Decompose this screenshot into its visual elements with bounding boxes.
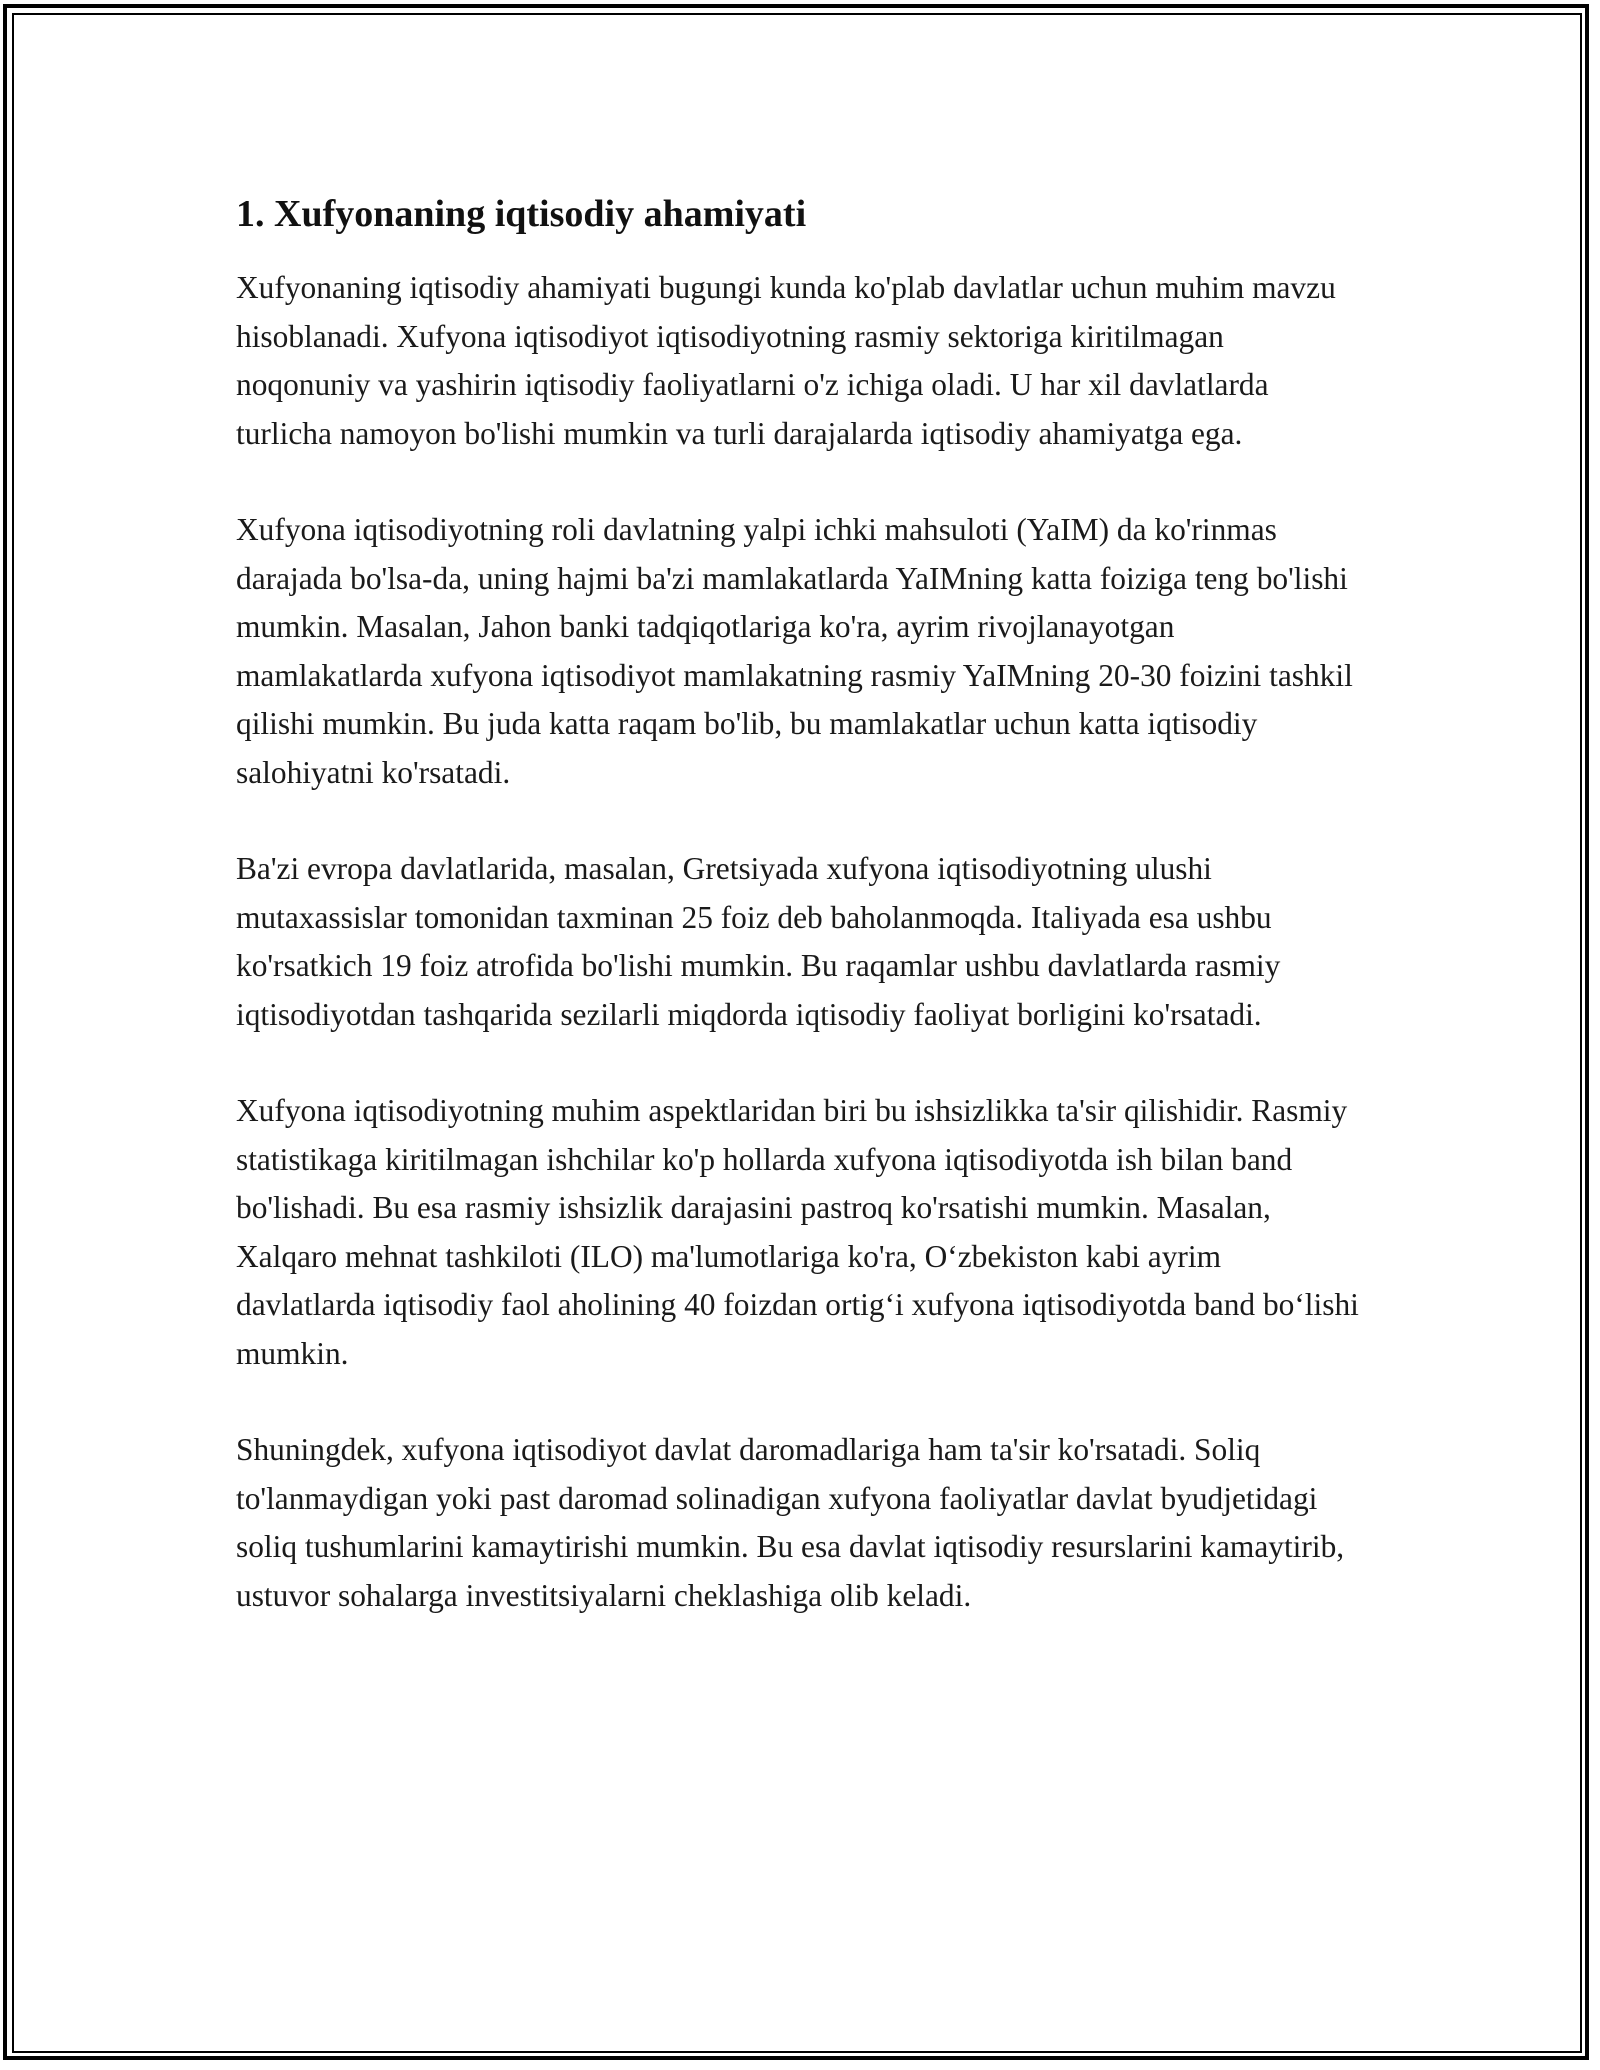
paragraph-2: Xufyona iqtisodiyotning roli davlatning yalpi ichki mahsuloti (YaIM) da ko'rinmas darajada bo'lsa-da, uning hajmi ba'zi mamlakatlarda YaIMning katta foiziga teng bo'lishi mumkin. Masalan, Jahon banki tadqiqotlariga ko'ra, ayrim rivojlanayotgan mamlakatlarda xufyona iqtisodiyot mamlakatning rasmiy YaIMning 20-30 foizini tashkil qilishi mumkin. Bu juda katta raqam bo'lib, bu mamlakatlar uchun katta iqtisodiy salohiyatni ko'rsatadi. — [236, 512, 1353, 790]
paragraph-5: Shuningdek, xufyona iqtisodiyot davlat daromadlariga ham ta'sir ko'rsatadi. Soliq to'lanmaydigan yoki past daromad solinadigan xufyona faoliyatlar davlat byudjetidagi soliq tushumlarini kamaytirishi mumkin. Bu esa davlat iqtisodiy resurslarini kamaytirib, ustuvor sohalarga investitsiyalarni cheklashiga olib keladi. — [236, 1432, 1345, 1613]
paragraph-4: Xufyona iqtisodiyotning muhim aspektlaridan biri bu ishsizlikka ta'sir qilishidir. Rasmiy statistikaga kiritilmagan ishchilar ko'p hollarda xufyona iqtisodiyotda ish bilan band bo'lishadi. Bu esa rasmiy ishsizlik darajasini pastroq ko'rsatishi mumkin. Masalan, Xalqaro mehnat tashkiloti (ILO) ma'lumotlariga ko'ra, O‘zbekiston kabi ayrim davlatlarda iqtisodiy faol aholining 40 foizdan ortig‘i xufyona iqtisodiyotda band bo‘lishi mumkin. — [236, 1093, 1359, 1371]
section-heading: 1. Xufyonaning iqtisodiy ahamiyati — [236, 193, 807, 235]
document-body — [236, 186, 1364, 1668]
paragraph-1: Xufyonaning iqtisodiy ahamiyati bugungi kunda ko'plab davlatlar uchun muhim mavzu hisoblanadi. Xufyona iqtisodiyot iqtisodiyotning rasmiy sektoriga kiritilmagan noqonuniy va yashirin iqtisodiy faoliyatlarni o'z ichiga oladi. U har xil davlatlarda turlicha namoyon bo'lishi mumkin va turli darajalarda iqtisodiy ahamiyatga ega. — [236, 270, 1336, 451]
paragraph-3: Ba'zi evropa davlatlarida, masalan, Gretsiyada xufyona iqtisodiyotning ulushi mutaxassislar tomonidan taxminan 25 foiz deb baholanmoqda. Italiyada esa ushbu ko'rsatkich 19 foiz atrofida bo'lishi mumkin. Bu raqamlar ushbu davlatlarda rasmiy iqtisodiyotdan tashqarida sezilarli miqdorda iqtisodiy faoliyat borligini ko'rsatadi. — [236, 851, 1281, 1032]
